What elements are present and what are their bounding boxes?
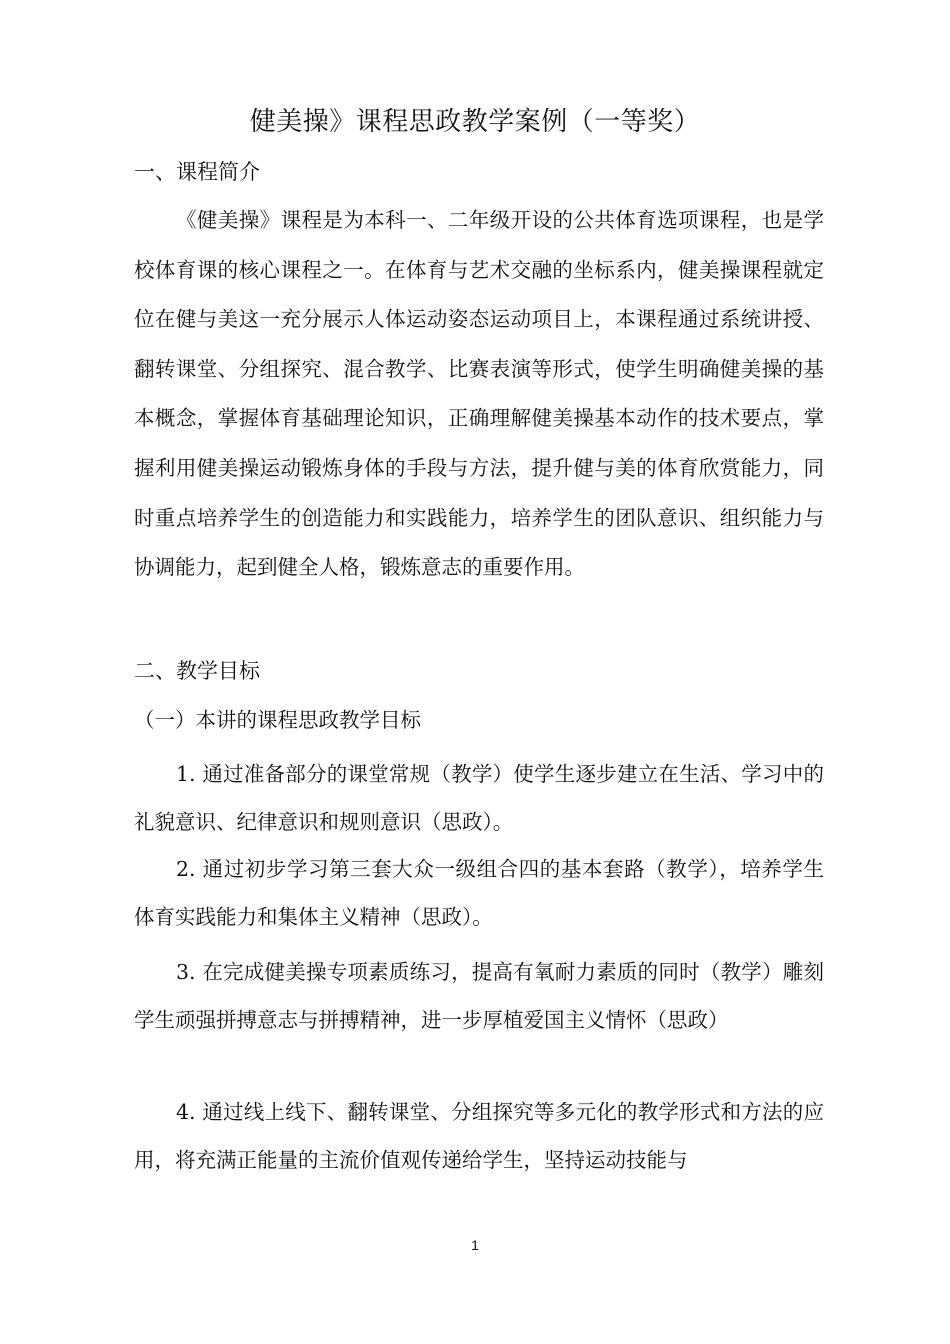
subsection-heading-ideological-goals: （一）本讲的课程思政教学目标 <box>134 708 421 732</box>
goal-item-2: 2. 通过初步学习第三套大众一级组合四的基本套路（教学），培养学生体育实践能力和集体主义精神（思政）。 <box>134 857 824 929</box>
goal-item-4: 4. 通过线上线下、翻转课堂、分组探究等多元化的教学形式和方法的应用，将充满正能量的主流价值观传递给学生，坚持运动技能与 <box>134 1100 824 1172</box>
goal-item-1: 1. 通过准备部分的课堂常规（教学）使学生逐步建立在生活、学习中的礼貌意识、纪律意识和规则意识（思政）。 <box>134 762 824 834</box>
page-number: 1 <box>471 1237 479 1253</box>
goal-item-3: 3. 在完成健美操专项素质练习，提高有氧耐力素质的同时（教学）雕刻学生顽强拼搏意志与拼搏精神，进一步厚植爱国主义情怀（思政） <box>134 960 824 1032</box>
course-intro-paragraph: 《健美操》课程是为本科一、二年级开设的公共体育选项课程，也是学校体育课的核心课程之一。在体育与艺术交融的坐标系内，健美操课程就定位在健与美这一充分展示人体运动姿态运动项目上，本课程通过系统讲授、翻转课堂、分组探究、混合教学、比赛表演等形式，使学生明确健美操的基本概念，掌握体育基础理论知识，正确理解健美操基本动作的技术要点，掌握利用健美操运动锻炼身体的手段与方法，提升健与美的体育欣赏能力，同时重点培养学生的创造能力和实践能力，培养学生的团队意识、组织能力与协调能力，起到健全人格，锻炼意志的重要作用。 <box>134 208 824 580</box>
document-title: 健美操》课程思政教学案例（一等奖） <box>249 107 701 137</box>
section-heading-course-intro: 一、课程简介 <box>134 160 260 184</box>
section-heading-teaching-goals: 二、教学目标 <box>134 659 260 683</box>
